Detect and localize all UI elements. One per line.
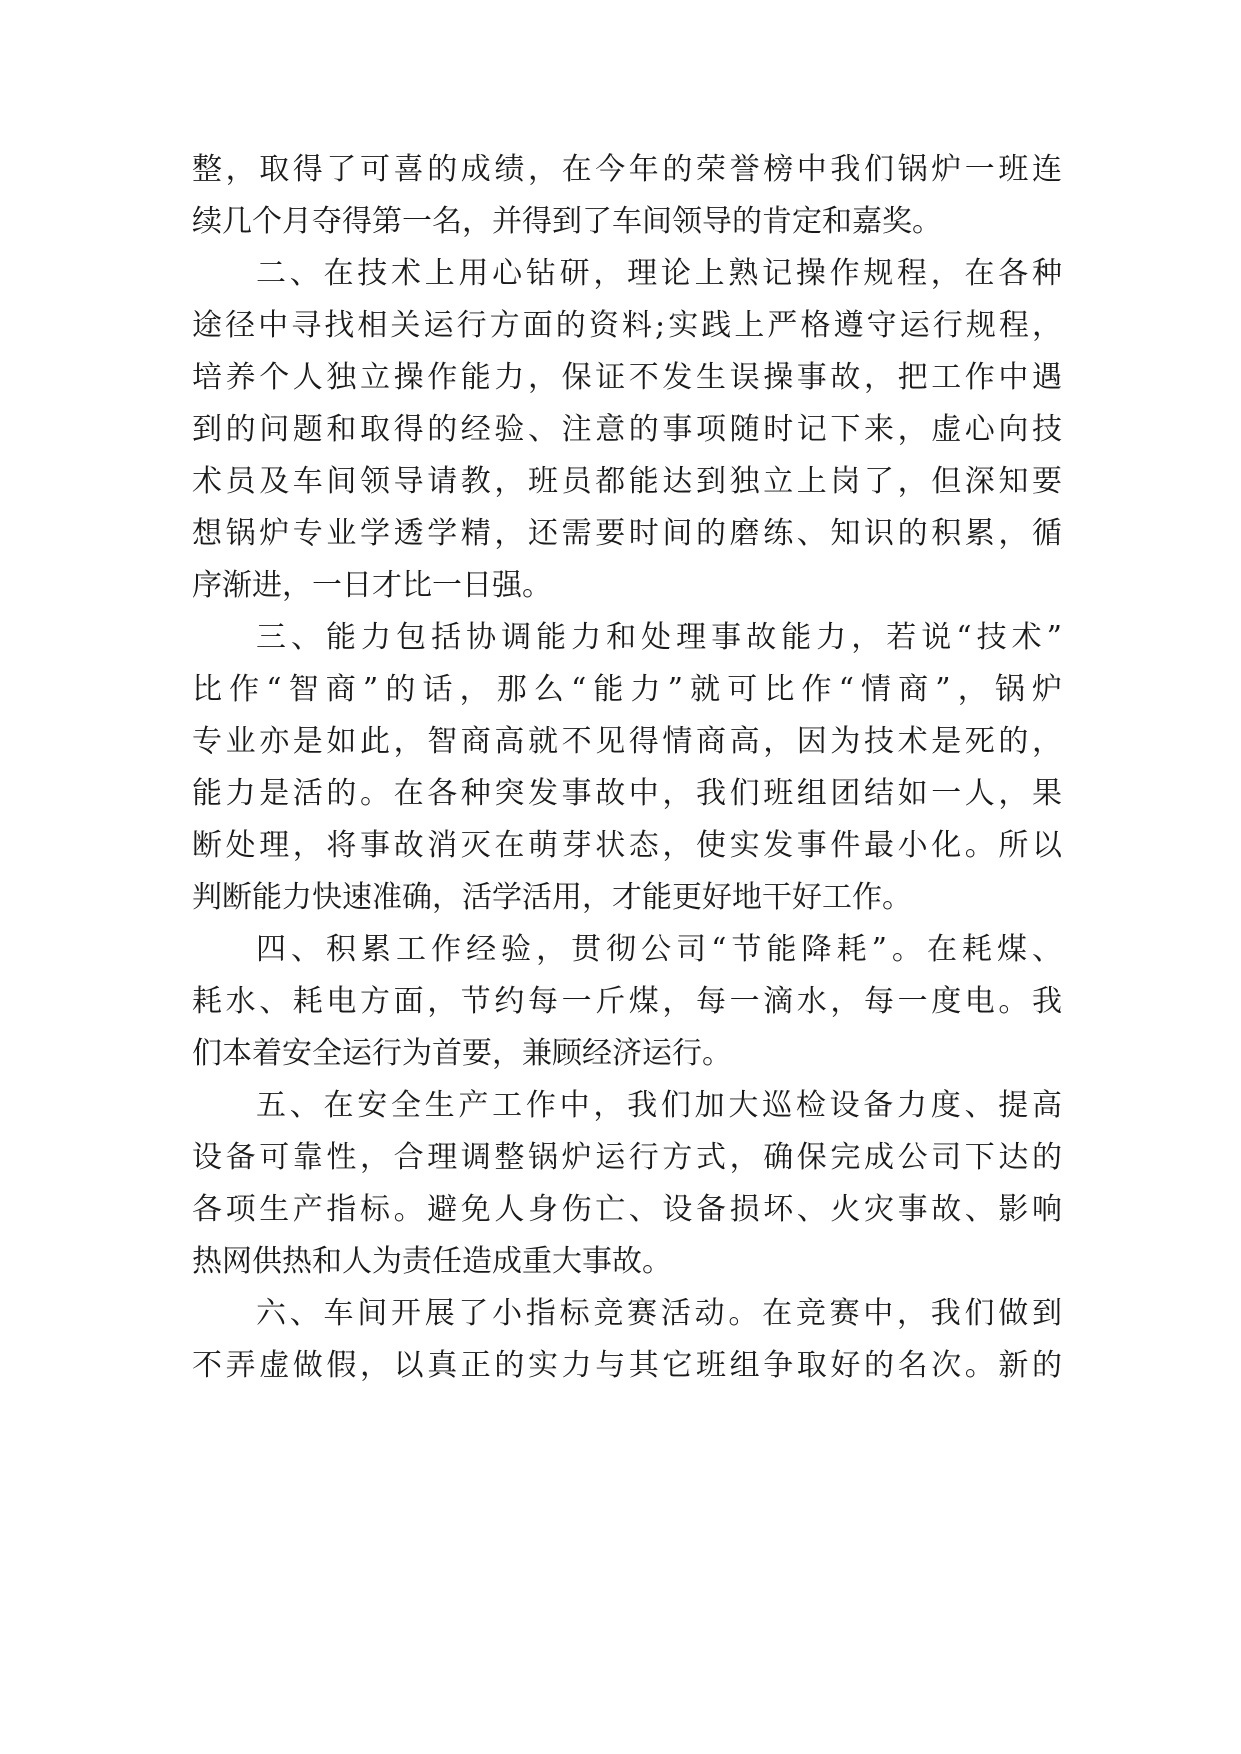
paragraph-start-line: 六、车间开展了小指标竞赛活动。在竞赛中，我们做到	[256, 1296, 1062, 1331]
text-line: 术员及车间领导请教，班员都能达到独立上岗了，但深知要	[192, 464, 1062, 499]
text-line: 想锅炉专业学透学精，还需要时间的磨练、知识的积累，循	[192, 516, 1062, 551]
text-line: 续几个月夺得第一名，并得到了车间领导的肯定和嘉奖。	[192, 204, 942, 239]
text-line: 整，取得了可喜的成绩，在今年的荣誉榜中我们锅炉一班连	[192, 152, 1062, 187]
text-line: 断处理，将事故消灭在萌芽状态，使实发事件最小化。所以	[192, 828, 1062, 863]
text-line: 热网供热和人为责任造成重大事故。	[192, 1244, 672, 1279]
text-line: 各项生产指标。避免人身伤亡、设备损坏、火灾事故、影响	[192, 1192, 1062, 1227]
text-line: 们本着安全运行为首要，兼顾经济运行。	[192, 1036, 732, 1071]
text-line: 比作“智商”的话，那么“能力”就可比作“情商”，锅炉	[192, 672, 1062, 707]
text-line: 途径中寻找相关运行方面的资料;实践上严格遵守运行规程，	[192, 308, 1062, 343]
paragraph-start-line: 三、能力包括协调能力和处理事故能力，若说“技术”	[256, 620, 1062, 655]
text-line: 设备可靠性，合理调整锅炉运行方式，确保完成公司下达的	[192, 1140, 1062, 1175]
paragraph-start-line: 四、积累工作经验，贯彻公司“节能降耗”。在耗煤、	[256, 932, 1062, 967]
text-line: 能力是活的。在各种突发事故中，我们班组团结如一人，果	[192, 776, 1062, 811]
text-line: 培养个人独立操作能力，保证不发生误操事故，把工作中遇	[192, 360, 1062, 395]
text-line: 专业亦是如此，智商高就不见得情商高，因为技术是死的，	[192, 724, 1062, 759]
text-line: 耗水、耗电方面，节约每一斤煤，每一滴水，每一度电。我	[192, 984, 1062, 1019]
paragraph-start-line: 五、在安全生产工作中，我们加大巡检设备力度、提高	[256, 1088, 1062, 1123]
text-line: 到的问题和取得的经验、注意的事项随时记下来，虚心向技	[192, 412, 1062, 447]
text-line: 序渐进，一日才比一日强。	[192, 568, 552, 603]
paragraph-start-line: 二、在技术上用心钻研，理论上熟记操作规程，在各种	[256, 256, 1062, 291]
text-line: 判断能力快速准确，活学活用，才能更好地干好工作。	[192, 880, 912, 915]
text-line: 不弄虚做假，以真正的实力与其它班组争取好的名次。新的	[192, 1348, 1062, 1383]
